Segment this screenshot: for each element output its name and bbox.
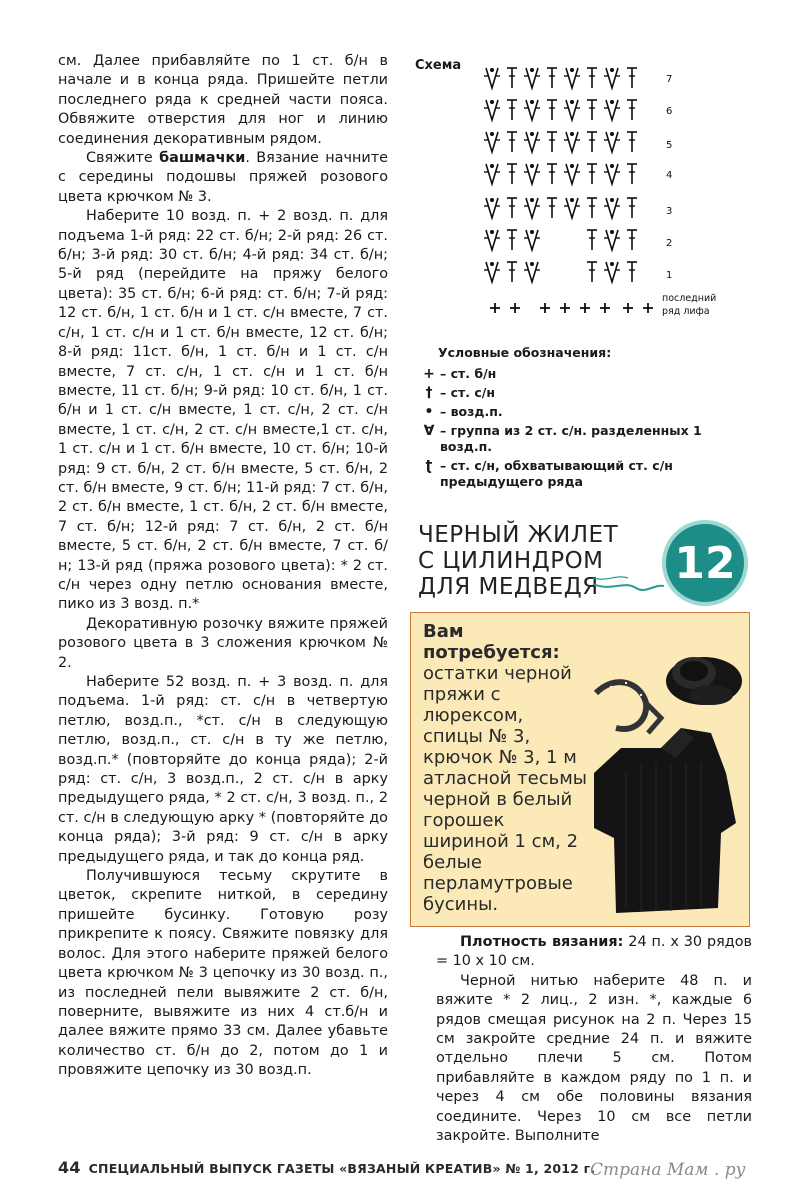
row-number: 5 — [666, 140, 673, 151]
plus-icon: + — [423, 366, 435, 382]
scheme-stitch-icon — [604, 164, 620, 184]
paragraph-rose-rows: Наберите 52 возд. п. + 3 возд. п. для подъема. 1-й ряд: ст. с/н в четвертую петлю, возд.п., *ст. с/н в следующую петлю, возд.п., ст. с/н в ту же петлю, возд.п.* (повторяйте до конца ряда); 2-й ряд: ст. с/н, 3 возд.п., 2 ст. с/н в арку предыдущего ряда, * 2 ст. с/н, 3 возд. п., 2 ст. с/н в следующую арку * (повторяйте до конца ряда); 3-й ряд: 9 ст. с/н в арку предыдущего ряда, и так до конца ряд. — [58, 674, 388, 865]
scheme-stitch-icon — [547, 68, 557, 88]
scheme-stitch-icon — [604, 100, 620, 120]
scheme-stitch-icon — [484, 164, 500, 184]
scheme-stitch-icon — [547, 164, 557, 184]
scheme-plus-icon — [623, 303, 633, 313]
paragraph-instructions: Черной нитью наберите 48 п. и вяжите * 2 лиц., 2 изн. *, каждые 6 рядов смещая рисунок на 2 п. Через 15 см закройте средние 24 п. и вяжите отдельно плечи 5 см. Потом прибавляйте в каждом ряду по 1 п. и через 4 см обе половины вязания соедините. Через 10 см все петли закройте. Выполните — [436, 972, 752, 1145]
scheme-stitch-icon — [524, 164, 540, 184]
scheme-stitch-icon — [564, 132, 580, 152]
legend-item: † – ст. с/н — [418, 385, 758, 401]
scheme-stitch-icon — [547, 132, 557, 152]
paragraph-density: Плотность вязания: 24 п. x 30 рядов = 10 x 10 см. — [436, 934, 753, 970]
paragraph-assembly: Получившуюся тесьму скрутите в цветок, скрепите ниткой, в середину пришейте бусинку. Готовую розу прикрепите к поясу. Свяжите повязку для волос. Для этого наберите пряжей белого цвета крючком № 3 цепочку из 30 возд. п., из последней пели вывяжите 2 ст. б/н, поверните, вывяжите из них 4 ст.б/н и далее вяжите прямо 33 см. Далее убавьте количество ст. б/н до 2, потом до 1 и провяжите цепочку из 30 возд.п. — [58, 868, 388, 1079]
scheme-stitch-icon — [507, 198, 517, 218]
scheme-plus-icon — [580, 303, 590, 313]
scheme-stitch-icon — [524, 262, 540, 282]
right-text-column — [436, 933, 752, 1146]
row-number: 2 — [666, 238, 673, 249]
paragraph-slippers: Свяжите башмачки. Вязание начните с середины подошвы пряжей розового цвета крючком № 3. — [58, 150, 388, 205]
ribbon-icon — [596, 682, 661, 733]
scheme-stitch-icon — [587, 100, 597, 120]
scheme-stitch-icon — [507, 164, 517, 184]
scheme-plus-icon — [560, 303, 570, 313]
scheme-stitch-icon — [604, 132, 620, 152]
scheme-stitch-icon — [547, 198, 557, 218]
scheme-plus-icon — [540, 303, 550, 313]
materials-box — [410, 612, 750, 927]
scheme-stitch-icon — [587, 198, 597, 218]
scheme-stitch-icon — [564, 100, 580, 120]
scheme-stitch-icon — [587, 262, 597, 282]
post-stitch-icon: ʈ — [425, 458, 433, 474]
top-hat-icon — [666, 657, 742, 705]
scheme-stitch-icon — [564, 164, 580, 184]
scheme-stitch-icon — [587, 132, 597, 152]
scheme-stitch-icon — [627, 262, 637, 282]
row-number: 7 — [666, 74, 673, 85]
scheme-stitch-icon — [484, 262, 500, 282]
scheme-stitch-icon — [484, 198, 500, 218]
scheme-stitch-icon — [484, 68, 500, 88]
scheme-stitch-icon — [587, 68, 597, 88]
scheme-stitch-icon — [604, 262, 620, 282]
legend-item: ∀ – группа из 2 ст. с/н. разделенных 1 возд.п. — [418, 423, 758, 455]
scheme-stitch-icon — [484, 230, 500, 250]
scheme-stitch-icon — [507, 262, 517, 282]
vest-photo — [586, 623, 744, 918]
double-crochet-icon: † — [425, 385, 433, 401]
scheme-stitch-icon — [524, 230, 540, 250]
page-footer — [58, 1158, 595, 1177]
scheme-stitch-icon — [524, 132, 540, 152]
scheme-stitch-icon — [507, 132, 517, 152]
scheme-stitch-icon — [627, 164, 637, 184]
scheme-bottom-label: ряд лифа — [662, 306, 710, 317]
scheme-plus-icon — [600, 303, 610, 313]
scheme-stitch-icon — [524, 68, 540, 88]
scheme-bottom-label: последний — [662, 293, 717, 304]
row-number: 1 — [666, 270, 673, 281]
scheme-stitch-icon — [507, 100, 517, 120]
slippers-bold: башмачки — [159, 150, 246, 167]
scheme-stitch-icon — [627, 230, 637, 250]
scheme-stitch-icon — [484, 100, 500, 120]
scheme-stitch-icon — [484, 132, 500, 152]
row-number: 6 — [666, 106, 673, 117]
legend — [418, 345, 758, 493]
watermark: Страна Мам . ру — [590, 1160, 746, 1180]
chain-dot-icon: • — [424, 404, 434, 420]
scheme-stitch-icon — [627, 68, 637, 88]
crochet-scheme — [470, 62, 730, 332]
scheme-stitch-icon — [564, 198, 580, 218]
paragraph-rose: Декоративную розочку вяжите пряжей розового цвета в 3 сложения крючком № 2. — [58, 615, 388, 671]
scheme-stitch-icon — [507, 230, 517, 250]
materials-list: остатки черной пряжи с люрексом, спицы № 3, крючок № 3, 1 м атласной тесьмы черной в белый горошек шириной 1 см, 2 белые перламутровые бусины. — [423, 663, 588, 915]
scheme-stitch-icon — [627, 198, 637, 218]
scheme-stitch-icon — [604, 198, 620, 218]
scheme-stitch-icon — [587, 164, 597, 184]
project-title: ЧЕРНЫЙ ЖИЛЕТ С ЦИЛИНДРОМ ДЛЯ МЕДВЕДЯ — [418, 522, 619, 600]
publication-name: СПЕЦИАЛЬНЫЙ ВЫПУСК ГАЗЕТЫ «ВЯЗАНЫЙ КРЕАТИВ» № 1, 2012 г. — [88, 1161, 596, 1176]
row-number: 4 — [666, 170, 673, 181]
scheme-stitch-icon — [627, 132, 637, 152]
scheme-plus-icon — [510, 303, 520, 313]
scheme-plus-icon — [643, 303, 653, 313]
scheme-stitch-icon — [604, 68, 620, 88]
scheme-stitch-icon — [547, 100, 557, 120]
scheme-title: Схема — [415, 58, 462, 73]
scheme-stitch-icon — [524, 100, 540, 120]
scheme-stitch-icon — [587, 230, 597, 250]
scheme-stitch-icon — [604, 230, 620, 250]
black-vest-icon — [594, 728, 736, 913]
v-group-icon: ∀ — [423, 423, 435, 439]
scheme-stitch-icon — [524, 198, 540, 218]
legend-item: ʈ – ст. с/н, обхватывающий ст. с/н предыдущего ряда — [418, 458, 758, 490]
legend-item: • – возд.п. — [418, 404, 758, 420]
scheme-symbol-rows — [484, 68, 653, 313]
row-number: 3 — [666, 206, 673, 217]
scheme-plus-icon — [490, 303, 500, 313]
scheme-stitch-icon — [627, 100, 637, 120]
scheme-stitch-icon — [564, 68, 580, 88]
materials-text — [423, 621, 588, 915]
page-number: 44 — [58, 1158, 81, 1177]
paragraph-1: см. Далее прибавляйте по 1 ст. б/н в начале и в конца ряда. Пришейте петли последнего ряда к средней части пояса. Обвяжите отверстия для ног и линию соединения декоративным рядом. — [58, 53, 388, 147]
legend-item: + – ст. б/н — [418, 366, 758, 382]
scheme-stitch-icon — [507, 68, 517, 88]
legend-title: Условные обозначения: — [438, 345, 612, 360]
left-text-column — [58, 52, 388, 1081]
materials-heading: Вам потребуется: — [423, 621, 560, 663]
project-number-badge: 12 — [662, 520, 748, 606]
paragraph-slippers-rows: Наберите 10 возд. п. + 2 возд. п. для подъема 1-й ряд: 22 ст. б/н; 2-й ряд: 26 ст. б/н; 3-й ряд: 30 ст. б/н; 4-й ряд: 34 ст. б/н; 5-й ряд (перейдите на пряжу белого цвета): 35 ст. б/н; 6-й ряд: ст. б/н; 7-й ряд: 12 ст. б/н, 1 ст. б/н и 1 ст. с/н вместе, 7 ст. с/н, 1 ст. с/н и 1 ст. б/н вместе, 12 ст. б/н; 8-й ряд: 11ст. б/н, 1 ст. б/н и 1 ст. с/н вместе, 7 ст. с/н, 1 ст. с/н и 1 ст. б/н вместе, 11 ст. б/н; 9-й ряд: 10 ст. б/н, 1 ст. б/н и 1 ст. с/н вместе, 1 ст. с/н, 2 ст. с/н вместе, 1 ст. с/н, 2 ст. с/н вместе,1 ст. с/н, 1 ст. с/н и 1 ст. б/н вместе, 10 ст. б/н; 10-й ряд: 9 ст. б/н, 2 ст. б/н вместе, 5 ст. б/н, 2 ст. б/н вместе, 9 ст. б/н; 11-й ряд: 7 ст. б/н, 2 ст. б/н вместе, 1 ст. б/н, 2 ст. б/н вместе, 7 ст. б/н; 12-й ряд: 7 ст. б/н, 2 ст. б/н вместе, 5 ст. б/н, 2 ст. б/н вместе, 7 ст. б/н; 13-й ряд (пряжа розового цвета): * 2 ст. с/н через одну петлю основания вместе, пико из 3 возд. п.* — [58, 208, 388, 613]
